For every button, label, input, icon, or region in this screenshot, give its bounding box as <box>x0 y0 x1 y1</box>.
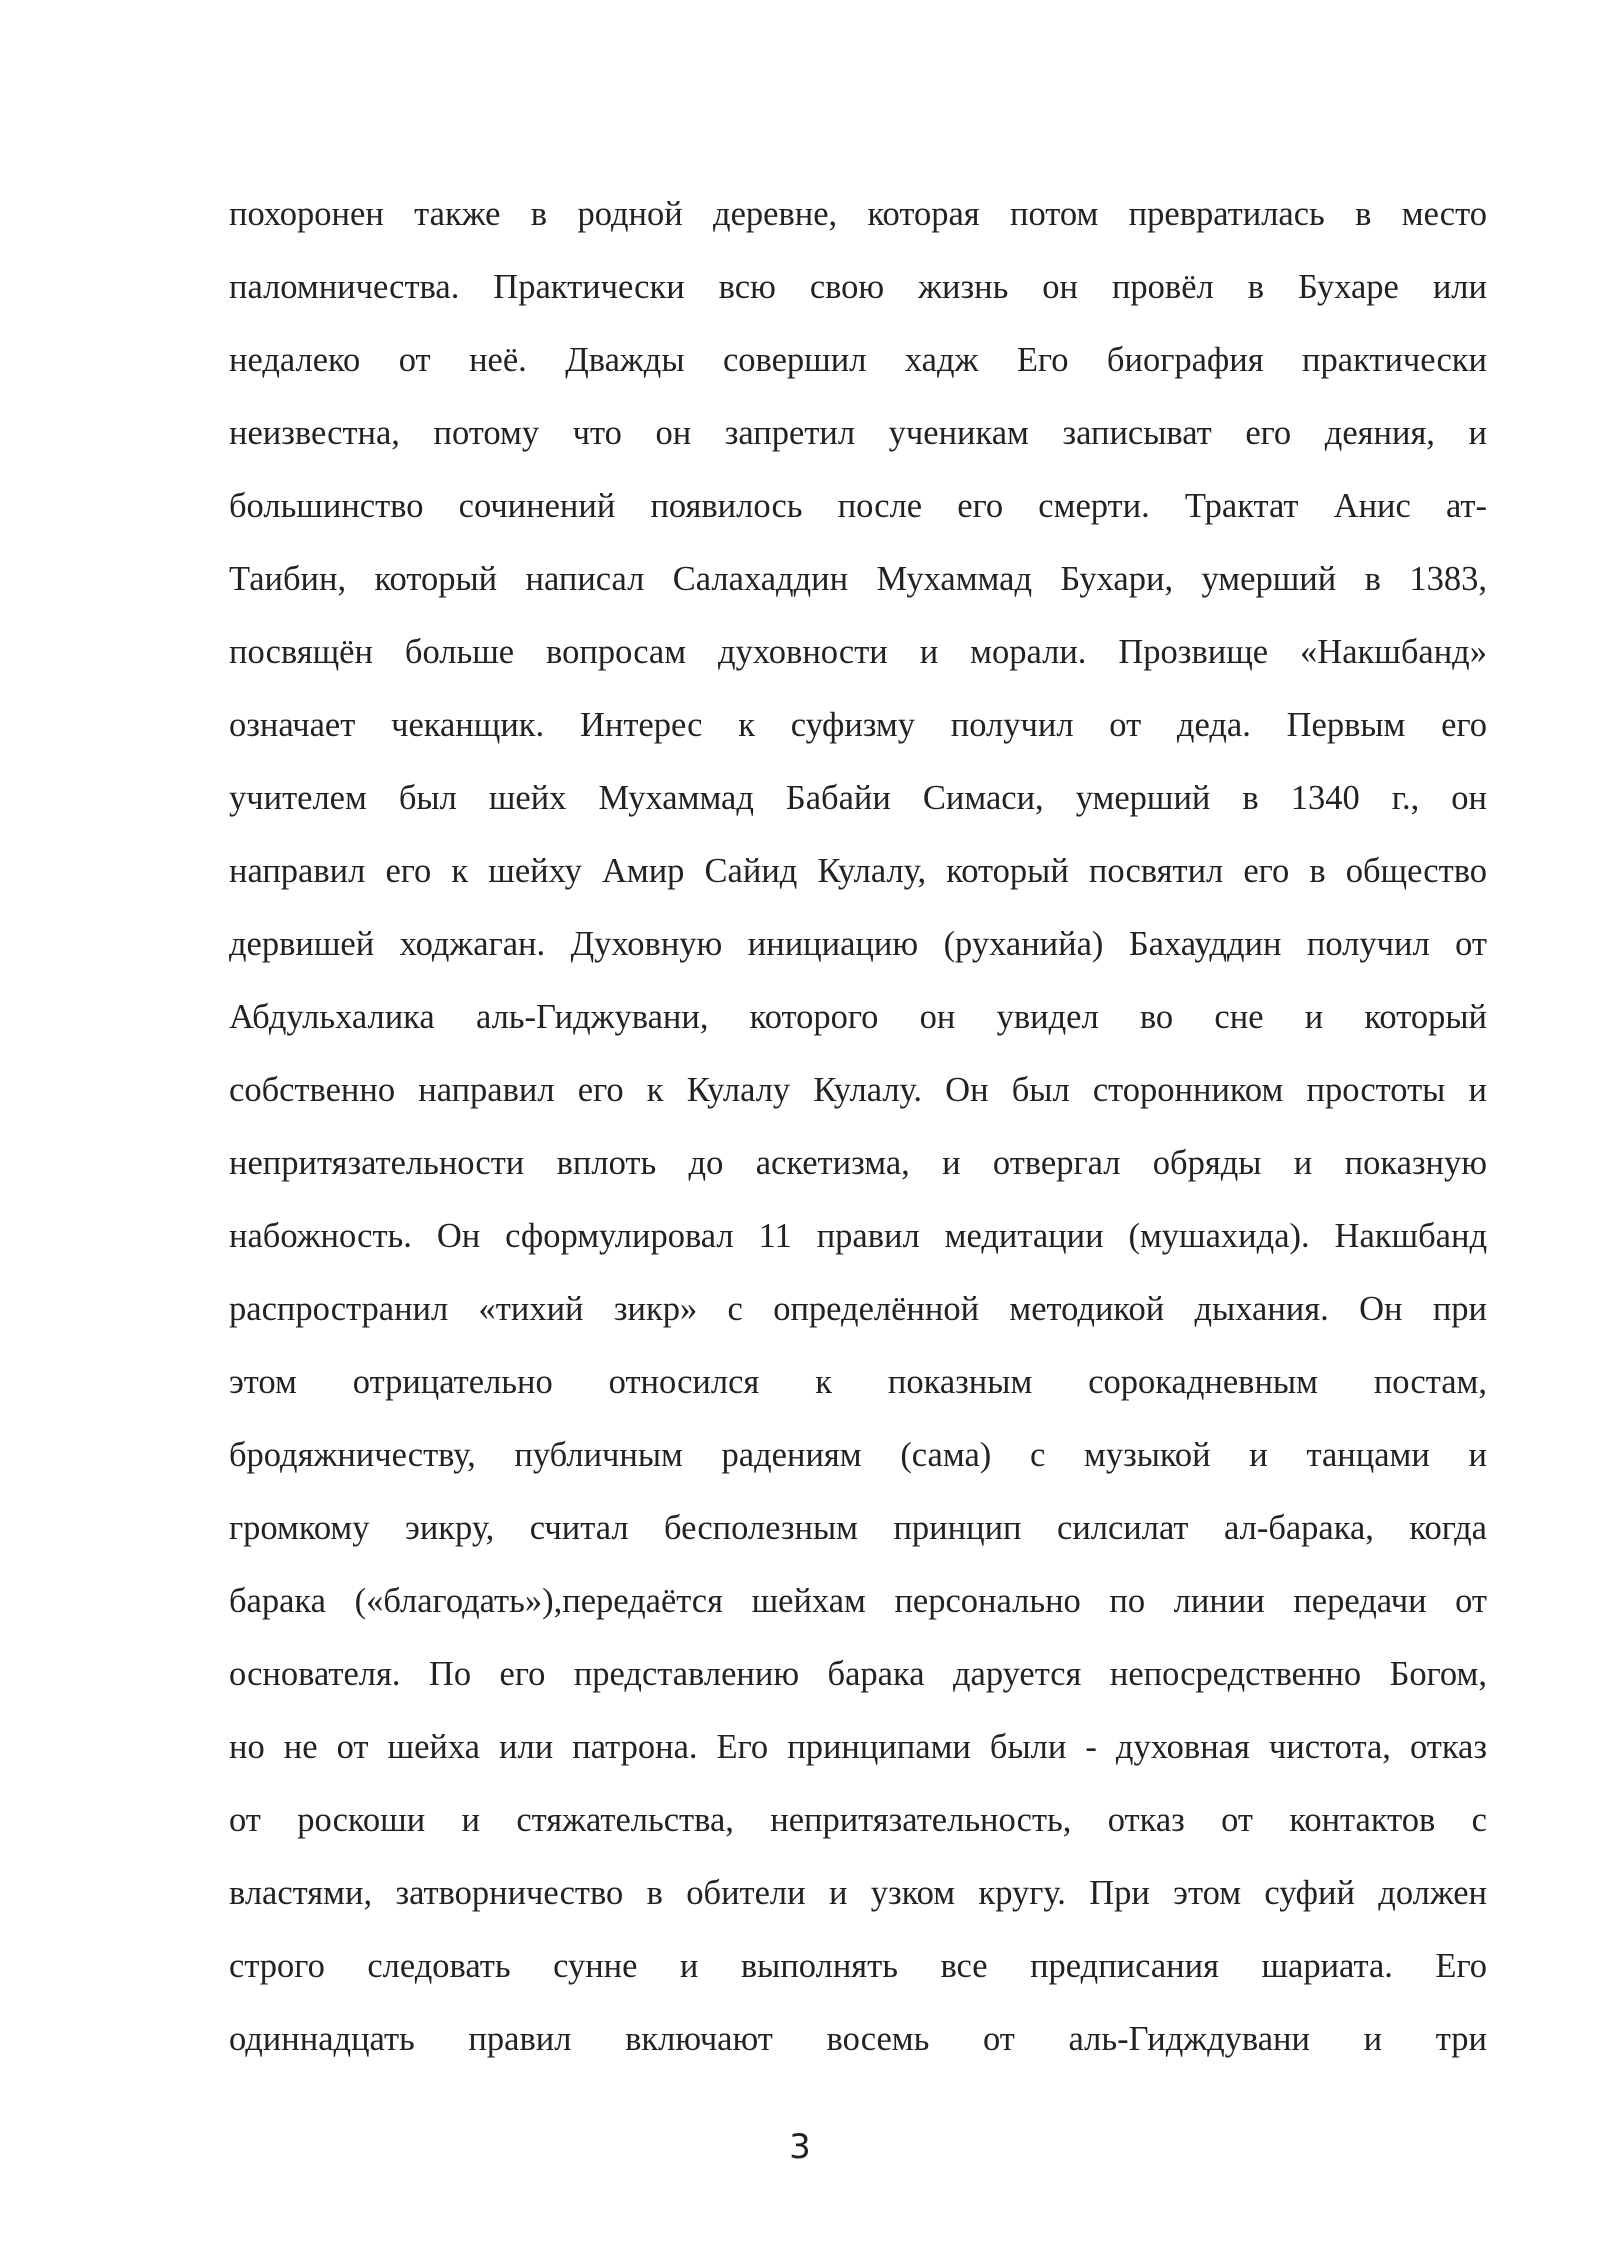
text-line: основателя. По его представлению барака даруется непосредственно Богом, <box>229 1655 1487 1693</box>
text-line: собственно направил его к Кулалу Кулалу. Он был сторонником простоты и <box>229 1071 1487 1109</box>
text-line: властями, затворничество в обители и узком кругу. При этом суфий должен <box>229 1874 1487 1912</box>
text-line: одиннадцать правил включают восемь от аль-Гидждувани и три <box>229 2020 1487 2058</box>
text-line: большинство сочинений появилось после его смерти. Трактат Анис ат- <box>229 487 1487 525</box>
body-paragraph <box>229 178 1487 2076</box>
text-line: барака («благодать»),передаётся шейхам персонально по линии передачи от <box>229 1582 1487 1620</box>
text-line: бродяжничеству, публичным радениям (сама) с музыкой и танцами и <box>229 1436 1487 1474</box>
text-line: распространил «тихий зикр» с определённой методикой дыхания. Он при <box>229 1290 1487 1328</box>
text-line: посвящён больше вопросам духовности и морали. Прозвище «Накшбанд» <box>229 633 1487 671</box>
text-line: учителем был шейх Мухаммад Бабайи Симаси, умерший в 1340 г., он <box>229 779 1487 817</box>
text-line: этом отрицательно относился к показным сорокадневным постам, <box>229 1363 1487 1401</box>
text-line: паломничества. Практически всю свою жизнь он провёл в Бухаре или <box>229 268 1487 306</box>
text-line: строго следовать сунне и выполнять все предписания шариата. Его <box>229 1947 1487 1985</box>
text-line: неизвестна, потому что он запретил ученикам записыват его деяния, и <box>229 414 1487 452</box>
text-line: похоронен также в родной деревне, которая потом превратилась в место <box>229 195 1487 233</box>
text-line: означает чеканщик. Интерес к суфизму получил от деда. Первым его <box>229 706 1487 744</box>
text-line: но не от шейха или патрона. Его принципами были - духовная чистота, отказ <box>229 1728 1487 1766</box>
text-line: Абдульхалика аль-Гиджувани, которого он увидел во сне и который <box>229 998 1487 1036</box>
text-line: дервишей ходжаган. Духовную инициацию (руханийа) Бахауддин получил от <box>229 925 1487 963</box>
page-number: 3 <box>789 2127 811 2167</box>
text-line: направил его к шейху Амир Сайид Кулалу, который посвятил его в общество <box>229 852 1487 890</box>
text-line: громкому эикру, считал бесполезным принцип силсилат ал-барака, когда <box>229 1509 1487 1547</box>
text-line: недалеко от неё. Дважды совершил хадж Его биография практически <box>229 341 1487 379</box>
text-line: от роскоши и стяжательства, непритязательность, отказ от контактов с <box>229 1801 1487 1839</box>
text-line: непритязательности вплоть до аскетизма, и отвергал обряды и показную <box>229 1144 1487 1182</box>
text-line: набожность. Он сформулировал 11 правил медитации (мушахида). Накшбанд <box>229 1217 1487 1255</box>
text-line: Таибин, который написал Салахаддин Мухаммад Бухари, умерший в 1383, <box>229 560 1487 598</box>
